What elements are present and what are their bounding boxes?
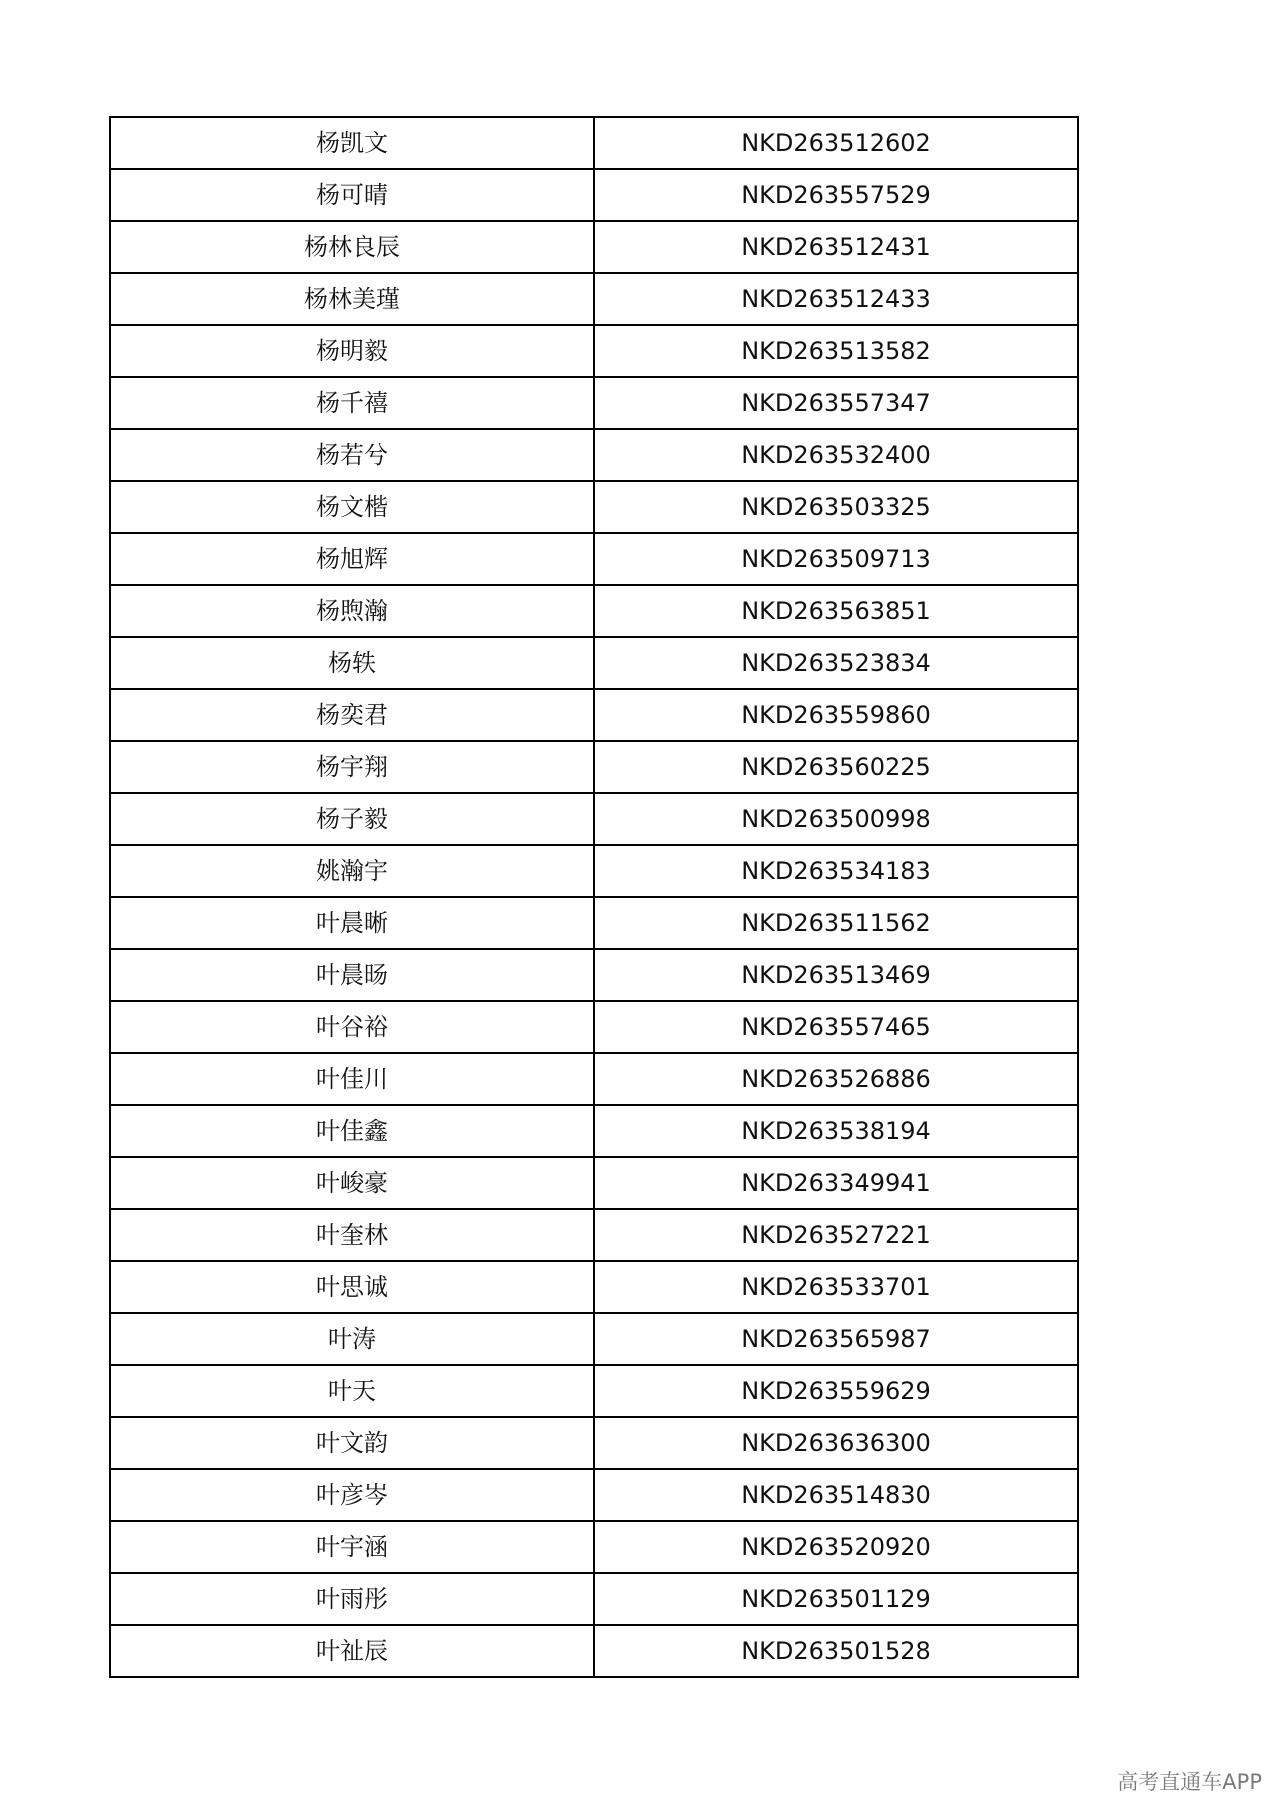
table-row [110,1209,1078,1261]
student-name-cell: 叶宇涵 [110,1521,594,1573]
table-row [110,169,1078,221]
table-row [110,897,1078,949]
student-id-cell: NKD263349941 [594,1157,1078,1209]
student-id-cell: NKD263557347 [594,377,1078,429]
table-row [110,221,1078,273]
student-id-cell: NKD263500998 [594,793,1078,845]
table-row [110,533,1078,585]
student-name-cell: 叶奎林 [110,1209,594,1261]
watermark: 高考直通车APP [1117,1770,1262,1794]
table-row [110,1313,1078,1365]
student-name-cell: 杨轶 [110,637,594,689]
table-row [110,273,1078,325]
student-id-cell: NKD263565987 [594,1313,1078,1365]
student-name-cell: 杨凯文 [110,117,594,169]
student-id-cell: NKD263527221 [594,1209,1078,1261]
student-name-cell: 叶雨彤 [110,1573,594,1625]
student-name-cell: 杨林良辰 [110,221,594,273]
student-name-cell: 叶思诚 [110,1261,594,1313]
student-id-cell: NKD263513469 [594,949,1078,1001]
student-id-cell: NKD263563851 [594,585,1078,637]
student-name-cell: 杨宇翔 [110,741,594,793]
student-id-cell: NKD263559629 [594,1365,1078,1417]
table-row [110,1157,1078,1209]
student-id-cell: NKD263511562 [594,897,1078,949]
student-name-cell: 叶晨晰 [110,897,594,949]
table-row [110,481,1078,533]
student-name-cell: 杨文楷 [110,481,594,533]
student-id-cell: NKD263532400 [594,429,1078,481]
table-row [110,325,1078,377]
student-id-cell: NKD263533701 [594,1261,1078,1313]
student-id-cell: NKD263501528 [594,1625,1078,1677]
student-name-cell: 叶涛 [110,1313,594,1365]
student-id-cell: NKD263557529 [594,169,1078,221]
student-name-cell: 叶峻豪 [110,1157,594,1209]
student-name-cell: 杨子毅 [110,793,594,845]
table-row [110,377,1078,429]
student-id-cell: NKD263520920 [594,1521,1078,1573]
roster-table [109,116,1079,1678]
table-row [110,117,1078,169]
student-name-cell: 叶文韵 [110,1417,594,1469]
table-row [110,585,1078,637]
student-id-cell: NKD263560225 [594,741,1078,793]
student-name-cell: 杨奕君 [110,689,594,741]
student-id-cell: NKD263526886 [594,1053,1078,1105]
student-id-cell: NKD263523834 [594,637,1078,689]
student-name-cell: 叶祉辰 [110,1625,594,1677]
table-row [110,1261,1078,1313]
roster-body [110,117,1078,1677]
student-id-cell: NKD263538194 [594,1105,1078,1157]
table-row [110,1469,1078,1521]
table-row [110,1521,1078,1573]
student-id-cell: NKD263534183 [594,845,1078,897]
student-name-cell: 杨煦瀚 [110,585,594,637]
table-row [110,1105,1078,1157]
student-name-cell: 叶天 [110,1365,594,1417]
student-name-cell: 叶佳鑫 [110,1105,594,1157]
table-row [110,793,1078,845]
table-row [110,949,1078,1001]
student-id-cell: NKD263557465 [594,1001,1078,1053]
table-row [110,1053,1078,1105]
student-id-cell: NKD263514830 [594,1469,1078,1521]
table-row [110,429,1078,481]
student-name-cell: 杨若兮 [110,429,594,481]
student-name-cell: 杨可晴 [110,169,594,221]
student-id-cell: NKD263636300 [594,1417,1078,1469]
table-row [110,1365,1078,1417]
student-name-cell: 杨林美瑾 [110,273,594,325]
table-row [110,1573,1078,1625]
student-name-cell: 叶谷裕 [110,1001,594,1053]
student-id-cell: NKD263513582 [594,325,1078,377]
table-row [110,1417,1078,1469]
table-row [110,741,1078,793]
table-row [110,1001,1078,1053]
student-id-cell: NKD263512433 [594,273,1078,325]
student-name-cell: 杨旭辉 [110,533,594,585]
student-name-cell: 杨千禧 [110,377,594,429]
student-name-cell: 叶彦岑 [110,1469,594,1521]
student-id-cell: NKD263503325 [594,481,1078,533]
student-name-cell: 杨明毅 [110,325,594,377]
table-row [110,1625,1078,1677]
table-row [110,637,1078,689]
table-row [110,689,1078,741]
student-id-cell: NKD263512602 [594,117,1078,169]
student-name-cell: 姚瀚宇 [110,845,594,897]
student-id-cell: NKD263559860 [594,689,1078,741]
student-id-cell: NKD263509713 [594,533,1078,585]
student-id-cell: NKD263512431 [594,221,1078,273]
student-name-cell: 叶晨旸 [110,949,594,1001]
table-row [110,845,1078,897]
student-id-cell: NKD263501129 [594,1573,1078,1625]
student-name-cell: 叶佳川 [110,1053,594,1105]
